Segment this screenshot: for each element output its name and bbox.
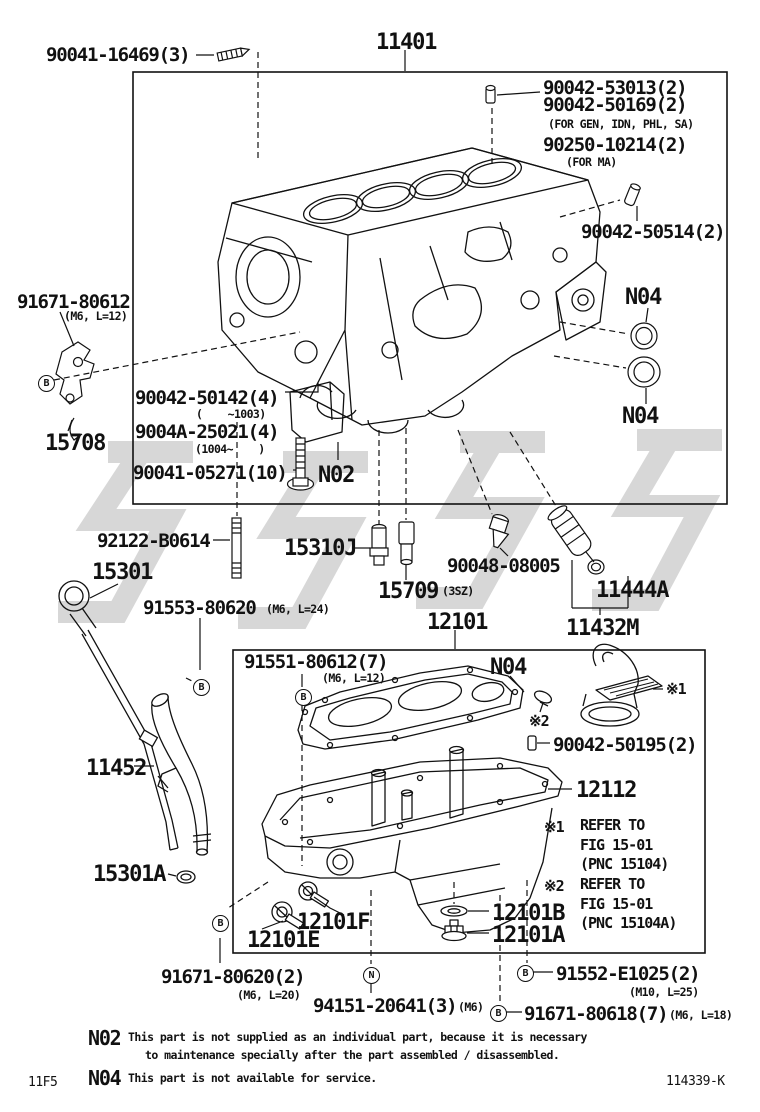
part-label-12101A: 12101A xyxy=(492,923,565,948)
part-label-15301: 15301 xyxy=(92,560,153,585)
pin-icon-90042-50195 xyxy=(528,736,536,750)
part-label-12101: 12101 xyxy=(427,610,488,635)
part-label-15708: 15708 xyxy=(45,431,106,456)
cooler-icon-11444A xyxy=(546,503,594,558)
dowel-icon-90042-50514 xyxy=(624,183,641,207)
ref-note1-line2: FIG 15-01 xyxy=(580,836,653,854)
fastener-marker-b-91551: B xyxy=(295,689,312,706)
note-label-n04-upper: N04 xyxy=(625,285,662,310)
footnote-code-n02: N02 xyxy=(88,1026,121,1050)
part-label-91552-E1025: 91552-E1025(2) xyxy=(556,963,700,985)
part-label-90041-05271: 90041-05271(10) xyxy=(133,462,287,484)
washer-icon-12101B xyxy=(441,906,467,916)
footnote-n02-line2: to maintenance specially after the part assembled / disassembled. xyxy=(145,1048,560,1062)
seal-ring-icons-n04 xyxy=(628,323,660,387)
ref-note2-marker: ※2 xyxy=(544,877,564,895)
part-label-90042-50195: 90042-50195(2) xyxy=(553,734,697,756)
spec-label-91671-80618: (M6, L=18) xyxy=(669,1008,733,1022)
fastener-marker-b-15708: B xyxy=(38,375,55,392)
spec-label-91671-80620: (M6, L=20) xyxy=(237,988,301,1002)
part-label-11401: 11401 xyxy=(376,30,437,55)
part-label-15310J: 15310J xyxy=(284,536,357,561)
page-code: 11F5 xyxy=(28,1075,58,1090)
part-label-90042-50142: 90042-50142(4) xyxy=(135,387,279,409)
note-label-n04-oil-pan: N04 xyxy=(490,655,527,680)
part-label-91671-80620: 91671-80620(2) xyxy=(161,966,305,988)
note-label-n02: N02 xyxy=(318,463,355,488)
drain-plug-icon-12101A xyxy=(442,920,466,941)
oil-strainer-drawing xyxy=(581,644,662,726)
part-label-11432M: 11432M xyxy=(566,616,639,641)
guide-tube-drawing-11452 xyxy=(150,691,211,883)
part-label-12101B: 12101B xyxy=(492,901,565,926)
dowel-icon-90042-53013 xyxy=(486,86,495,104)
part-label-11444A: 11444A xyxy=(596,578,669,603)
ref-marker-1-strainer: ※1 xyxy=(666,680,686,698)
fastener-marker-b-91552: B xyxy=(517,965,534,982)
spec-label-9004A-25021: (1004~ ) xyxy=(195,442,265,456)
spec-label-91671-80612: (M6, L=12) xyxy=(64,309,128,323)
footnote-n04-text: This part is not available for service. xyxy=(128,1071,377,1085)
part-label-12101E: 12101E xyxy=(247,928,320,953)
usage-note-for-ma: (FOR MA) xyxy=(566,155,617,169)
spec-label-91551-80612: (M6, L=12) xyxy=(322,671,386,685)
part-label-94151-20641: 94151-20641(3) xyxy=(313,995,457,1017)
spec-label-91553-80620: (M6, L=24) xyxy=(266,602,330,616)
sensor-icon-15310J xyxy=(370,525,388,566)
part-label-12112: 12112 xyxy=(576,778,637,803)
part-label-90250-10214: 90250-10214(2) xyxy=(543,134,687,156)
fastener-marker-n-94151: N xyxy=(363,967,380,984)
spec-label-15709: (3SZ) xyxy=(442,584,474,598)
part-label-90042-50514: 90042-50514(2) xyxy=(581,221,725,243)
usage-note-for-gen: (FOR GEN, IDN, PHL, SA) xyxy=(548,117,694,131)
ref-marker-2-plug: ※2 xyxy=(529,712,549,730)
part-label-91671-80618: 91671-80618(7) xyxy=(524,1003,668,1025)
oring-icon-15301A xyxy=(177,871,195,883)
part-label-90042-50169: 90042-50169(2) xyxy=(543,94,687,116)
bracket-icon-15708 xyxy=(56,342,94,440)
part-label-92122-B0614: 92122-B0614 xyxy=(97,530,210,552)
oring-icon-11444A xyxy=(588,560,604,574)
note-label-n04-lower: N04 xyxy=(622,404,659,429)
fastener-marker-b-91671-80620: B xyxy=(212,915,229,932)
part-label-15301A: 15301A xyxy=(93,862,166,887)
spec-label-94151-20641: (M6) xyxy=(458,1000,484,1014)
part-label-91671-80612: 91671-80612 xyxy=(17,291,130,313)
spec-label-90042-50142: ( ~1003) xyxy=(196,407,266,421)
screw-icon-90041-16469 xyxy=(217,46,250,60)
spec-label-91552-E1025: (M10, L=25) xyxy=(629,985,699,999)
part-label-15709: 15709 xyxy=(378,579,439,604)
part-label-90041-16469: 90041-16469(3) xyxy=(46,44,190,66)
ref-note2-line2: FIG 15-01 xyxy=(580,895,653,913)
part-label-91553-80620: 91553-80620 xyxy=(143,597,256,619)
part-label-91551-80612: 91551-80612(7) xyxy=(244,651,388,673)
part-label-11452: 11452 xyxy=(86,756,147,781)
part-label-9004A-25021: 9004A-25021(4) xyxy=(135,421,279,443)
fastener-marker-b-91553: B xyxy=(193,679,210,696)
ref-note2-line3: (PNC 15104A) xyxy=(580,914,677,932)
ref-note1-line1: REFER TO xyxy=(580,816,645,834)
part-label-90048-08005: 90048-08005 xyxy=(447,555,560,577)
plug-icon-15709 xyxy=(399,522,414,565)
ref-note1-line3: (PNC 15104) xyxy=(580,855,669,873)
part-label-12101F: 12101F xyxy=(297,910,370,935)
stud-icon-92122 xyxy=(232,518,241,578)
fastener-marker-b-91671-80618: B xyxy=(490,1005,507,1022)
ref-note2-line1: REFER TO xyxy=(580,875,645,893)
ref-note1-marker: ※1 xyxy=(544,818,564,836)
footnote-n02-line1: This part is not supplied as an individual part, because it is necessary xyxy=(128,1030,587,1044)
part-label-90042-53013: 90042-53013(2) xyxy=(543,77,687,99)
footnote-code-n04: N04 xyxy=(88,1066,121,1090)
figure-code: 114339-K xyxy=(666,1074,725,1089)
